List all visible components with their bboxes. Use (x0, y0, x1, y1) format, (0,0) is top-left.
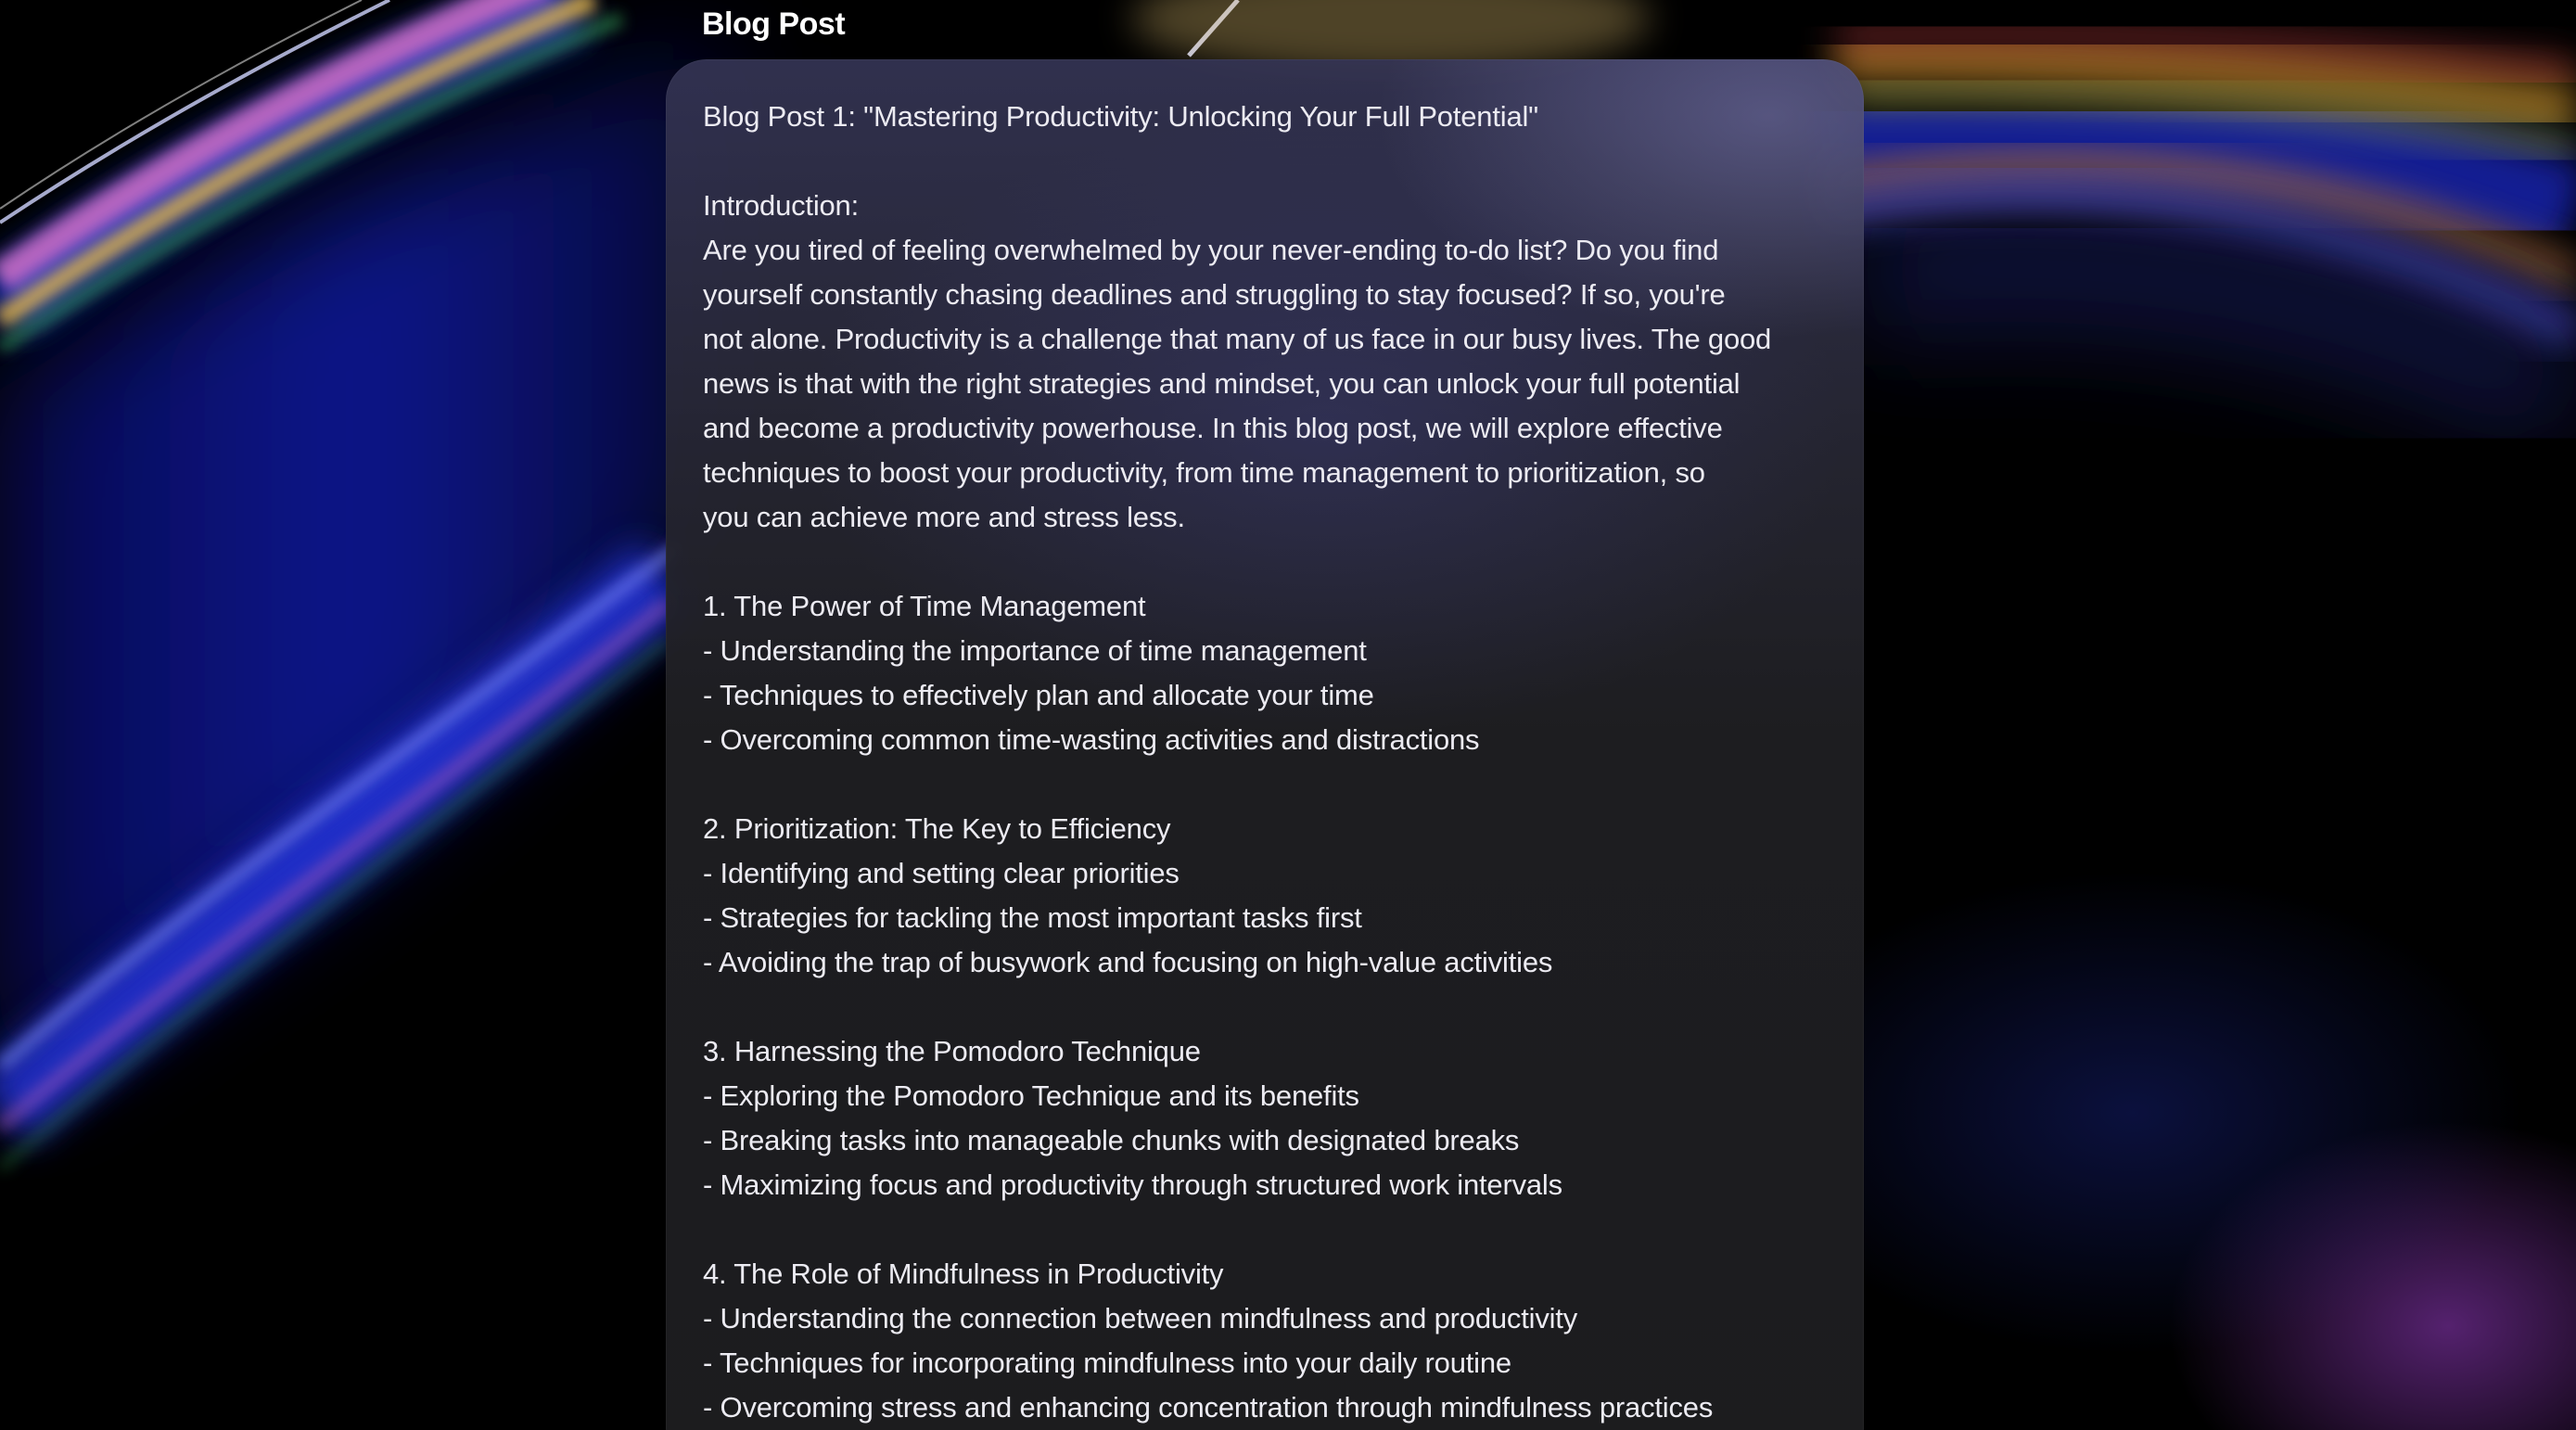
section-title: 1. The Power of Time Management (703, 590, 1146, 622)
section-mindfulness (703, 1252, 1816, 1430)
intro-line: techniques to boost your productivity, from time management to prioritization, so (703, 456, 1705, 489)
section-time-management (703, 584, 1816, 762)
intro-line: and become a productivity powerhouse. In this blog post, we will explore effective (703, 412, 1723, 444)
intro-line: you can achieve more and stress less. (703, 501, 1185, 533)
section-title: 4. The Role of Mindfulness in Productivity (703, 1258, 1224, 1290)
section-point: - Techniques for incorporating mindfulness into your daily routine (703, 1347, 1511, 1379)
section-point: - Techniques to effectively plan and allocate your time (703, 679, 1374, 711)
window-title: Blog Post (702, 6, 846, 42)
section-point: - Strategies for tackling the most important tasks first (703, 901, 1362, 934)
section-point: - Breaking tasks into manageable chunks with designated breaks (703, 1124, 1520, 1156)
section-point: - Understanding the importance of time management (703, 634, 1367, 667)
section-title: 2. Prioritization: The Key to Efficiency (703, 812, 1171, 845)
section-pomodoro (703, 1029, 1816, 1207)
post-heading: Blog Post 1: "Mastering Productivity: Unlocking Your Full Potential" (703, 100, 1538, 133)
section-point: - Exploring the Pomodoro Technique and its benefits (703, 1079, 1359, 1112)
section-point: - Understanding the connection between mindfulness and productivity (703, 1302, 1578, 1334)
section-title: 3. Harnessing the Pomodoro Technique (703, 1035, 1201, 1067)
intro-paragraph (703, 228, 1816, 540)
intro-label: Introduction: (703, 189, 860, 222)
blog-post-card[interactable] (666, 59, 1864, 1430)
section-point: - Overcoming common time-wasting activities and distractions (703, 723, 1480, 756)
section-point: - Maximizing focus and productivity through structured work intervals (703, 1168, 1562, 1201)
intro-line: not alone. Productivity is a challenge that many of us face in our busy lives. The good (703, 323, 1772, 355)
blog-post-content[interactable] (703, 95, 1816, 1430)
section-point: - Identifying and setting clear priorities (703, 857, 1180, 889)
section-point: - Avoiding the trap of busywork and focusing on high-value activities (703, 946, 1553, 978)
section-prioritization (703, 807, 1816, 985)
intro-line: Are you tired of feeling overwhelmed by your never-ending to-do list? Do you find (703, 234, 1719, 266)
intro-line: yourself constantly chasing deadlines and struggling to stay focused? If so, you're (703, 278, 1726, 311)
section-point: - Overcoming stress and enhancing concentration through mindfulness practices (703, 1391, 1714, 1424)
intro-line: news is that with the right strategies and mindset, you can unlock your full potential (703, 367, 1741, 400)
